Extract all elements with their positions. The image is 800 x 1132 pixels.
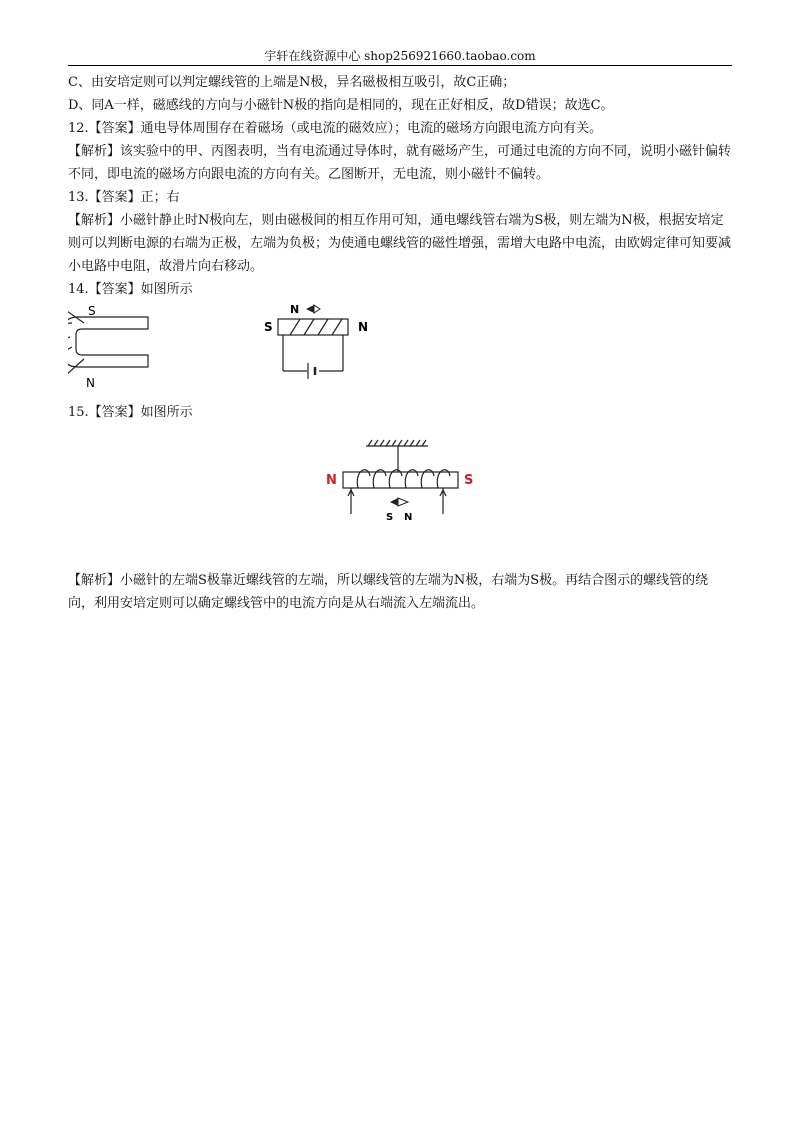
- line-d: D、同A一样，磁感线的方向与小磁针N极的指向是相同的，现在正好相反，故D错误；故选C。: [68, 98, 614, 113]
- figure-15-svg: [68, 424, 732, 569]
- figure-15: [68, 424, 732, 569]
- line-c: C、由安培定则可以判定螺线管的上端是N极，异名磁极相互吸引，故C正确；: [68, 75, 516, 90]
- circuit-diagram: [278, 319, 348, 379]
- solenoid-right-label: N: [358, 320, 369, 334]
- analysis-15: 【解析】小磁针的左端S极靠近螺线管的左端，所以螺线管的左端为N极，右端为S极。再结合图示的螺线管的绕向，利用安培定则可以确定螺线管中的电流方向是从右端流入左端流出。: [68, 573, 709, 611]
- answer-14: 14.【答案】如图所示: [68, 282, 193, 297]
- figure-14: [68, 301, 732, 401]
- u-magnet: [68, 309, 148, 375]
- u-magnet-n-label: N: [86, 376, 95, 390]
- answer-12: 12.【答案】通电导体周围存在着磁场（或电流的磁效应）；电流的磁场方向跟电流方向有关。: [68, 121, 603, 136]
- needle-n-label: N: [290, 303, 300, 316]
- page-header: 宇轩在线资源中心 shop256921660.taobao.com: [264, 49, 536, 63]
- document-body: [68, 71, 732, 615]
- header-divider: [68, 65, 732, 66]
- u-magnet-s-label: S: [88, 304, 96, 318]
- figure-14-svg: [68, 301, 732, 401]
- compass-needle: [306, 305, 320, 313]
- analysis-12: 【解析】该实验中的甲、丙图表明，当有电流通过导体时，就有磁场产生，可通过电流的方向不同，说明小磁针偏转不同，即电流的磁场方向跟电流的方向有关。乙图断开，无电流，则小磁针不偏转。: [68, 144, 732, 182]
- solenoid: [343, 470, 458, 514]
- solenoid-s-label: S: [464, 473, 474, 488]
- answer-15: 15.【答案】如图所示: [68, 405, 193, 420]
- solenoid-n-label: N: [326, 473, 337, 488]
- analysis-13: 【解析】小磁针静止时N极向左，则由磁极间的相互作用可知，通电螺线管右端为S极，则左端为N极，根据安培定则可以判断电源的右端为正极，左端为负极；为使通电螺线管的磁性增强，需增大电路中电流，由欧姆定律可知要减小电路中电阻，故滑片向右移动。: [68, 213, 732, 274]
- answer-13: 13.【答案】正；右: [68, 190, 180, 205]
- ceiling-mount: [366, 440, 428, 472]
- solenoid-left-label: S: [264, 320, 273, 334]
- needle-n-label-15: N: [404, 512, 413, 523]
- needle-s-label: S: [386, 512, 394, 523]
- compass-needle-15: [390, 498, 408, 506]
